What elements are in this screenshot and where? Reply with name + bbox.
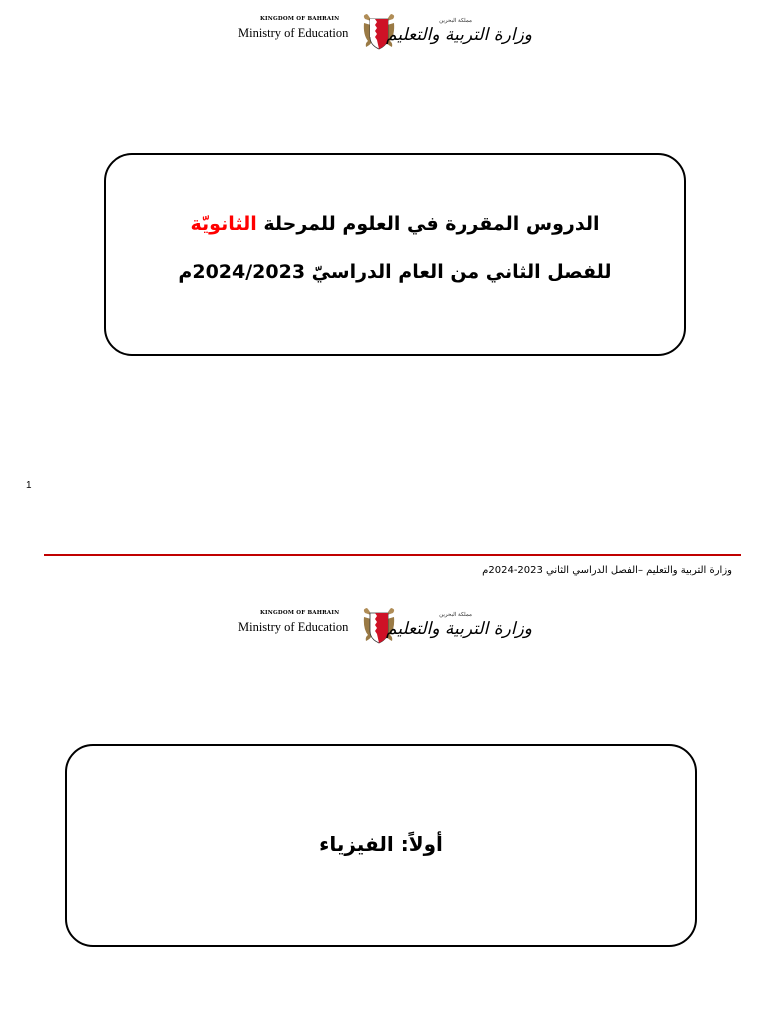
title-line-2: للفصل الثاني من العام الدراسيّ 2024/2023م — [178, 261, 612, 283]
subject-title: أولاً: الفيزياء — [319, 832, 443, 856]
page-number: 1 — [26, 480, 32, 491]
subject-box — [65, 744, 697, 947]
footer-divider — [44, 554, 741, 556]
ministry-header — [232, 606, 532, 646]
title-highlight: الثانويّة — [190, 213, 257, 235]
kingdom-label-ar: مملكة البحرين — [439, 18, 472, 24]
ministry-name-ar — [386, 18, 532, 45]
kingdom-label-ar: مملكة البحرين — [439, 612, 472, 618]
ministry-name-en: Ministry of Education — [238, 620, 349, 634]
title-line-1 — [106, 213, 684, 235]
ministry-name-en: Ministry of Education — [238, 26, 349, 40]
kingdom-label: KINGDOM OF BAHRAIN — [260, 610, 340, 616]
ministry-title-ar: وزارة التربية والتعليم — [386, 24, 532, 45]
ministry-name-ar — [386, 612, 532, 639]
title-prefix: الدروس المقررة في العلوم للمرحلة — [256, 213, 600, 235]
footer-text: وزارة التربية والتعليم –الفصل الدراسي الثاني 2023-2024م — [482, 565, 732, 576]
title-box — [104, 153, 686, 356]
ministry-title-ar: وزارة التربية والتعليم — [386, 618, 532, 639]
kingdom-label: KINGDOM OF BAHRAIN — [260, 16, 340, 22]
ministry-header — [232, 12, 532, 52]
